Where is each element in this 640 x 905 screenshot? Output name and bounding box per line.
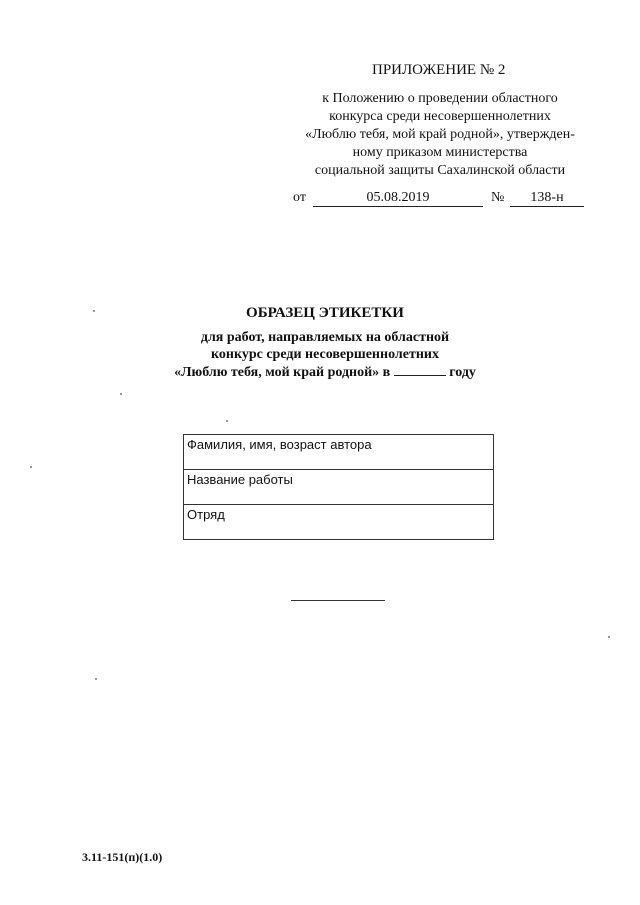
subheading-line-prefix: «Люблю тебя, мой край родной» в: [174, 365, 391, 380]
subheading-line: для работ, направляемых на областной: [200, 330, 450, 345]
scan-speck: [30, 466, 32, 468]
annex-description: [280, 90, 600, 180]
annex-line: конкурса среди несовершеннолетних: [329, 109, 551, 124]
document-subheading: [150, 329, 500, 381]
annex-title: ПРИЛОЖЕНИЕ № 2: [372, 62, 506, 78]
scan-speck: [608, 636, 610, 638]
scan-speck: [226, 420, 228, 422]
closing-separator-line: [291, 600, 385, 601]
annex-line: ному приказом министерства: [352, 145, 528, 160]
scan-speck: [95, 678, 97, 680]
table-row: [184, 505, 494, 540]
annex-line: «Люблю тебя, мой край родной», утвержден-: [305, 127, 575, 142]
author-cell: Фамилия, имя, возраст автора: [184, 435, 494, 470]
scan-speck: [120, 393, 122, 395]
from-label: от: [293, 190, 306, 205]
table-row: [184, 435, 494, 470]
order-reference: [293, 190, 593, 210]
order-number: 138-н: [510, 190, 584, 207]
subheading-line: конкурс среди несовершеннолетних: [211, 347, 439, 362]
order-date: 05.08.2019: [313, 190, 483, 207]
squad-cell: Отряд: [184, 505, 494, 540]
form-code: 3.11-151(п)(1.0): [82, 850, 163, 864]
label-sample-table: [183, 434, 494, 540]
annex-line: к Положению о проведении областного: [322, 91, 558, 106]
number-label: №: [491, 190, 505, 205]
subheading-line-with-blank: [150, 363, 500, 381]
year-blank-line: [394, 363, 446, 376]
document-heading: ОБРАЗЕЦ ЭТИКЕТКИ: [246, 305, 404, 321]
subheading-line-suffix: году: [449, 365, 476, 380]
table-row: [184, 470, 494, 505]
work-title-cell: Название работы: [184, 470, 494, 505]
annex-line: социальной защиты Сахалинской области: [314, 163, 566, 178]
scan-speck: [93, 310, 95, 312]
